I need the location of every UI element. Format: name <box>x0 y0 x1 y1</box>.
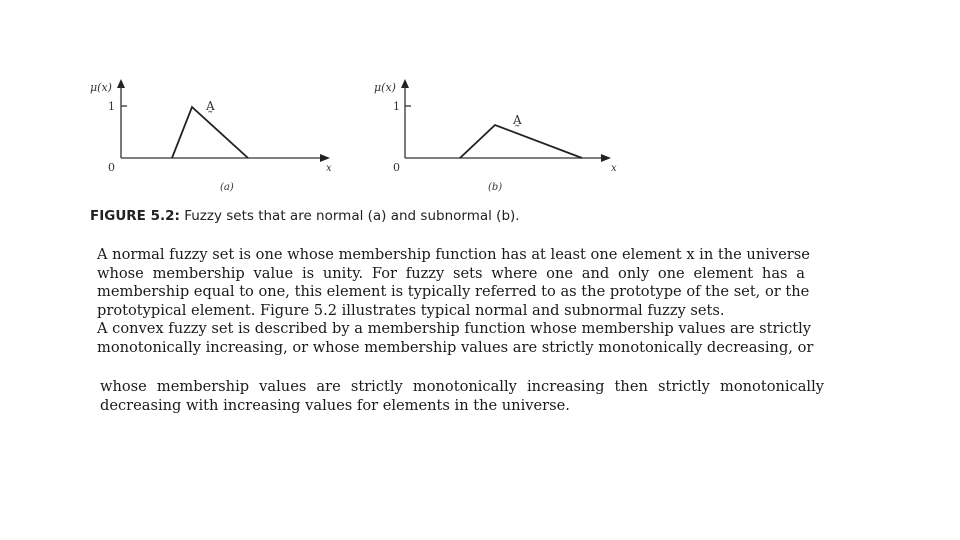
figure-caption <box>90 208 520 224</box>
panel-a-x-arrowhead <box>320 154 330 162</box>
panel-b-y-tick-one: 1 <box>393 100 400 113</box>
paragraph-line: membership equal to one, this element is typically referred to as the prototype of the set, or the <box>97 283 810 301</box>
figure-caption-label: FIGURE 5.2: <box>90 208 180 224</box>
panel-b-set-label: A̰ <box>513 113 522 127</box>
paragraph-convex-continued <box>100 378 824 415</box>
panel-a-y-tick-one: 1 <box>108 100 115 113</box>
paragraph-line: A convex fuzzy set is described by a membership function whose membership values are strictly <box>97 320 812 338</box>
paragraph-line: A normal fuzzy set is one whose membership function has at least one element x in the universe <box>97 246 810 263</box>
figure-fuzzy-sets <box>80 50 640 210</box>
panel-b-x-arrowhead <box>601 154 611 162</box>
paragraph-line: whose membership value is unity. For fuzzy sets where one and only one element has a <box>97 264 805 282</box>
panel-b-y-axis-label: μ(x) <box>374 81 396 94</box>
paragraph-line: prototypical element. Figure 5.2 illustrates typical normal and subnormal fuzzy sets. <box>97 301 725 319</box>
panel-a-origin-label: 0 <box>108 161 115 174</box>
panel-a-x-axis-label: x <box>326 163 332 174</box>
paragraph-line: whose membership values are strictly monotonically increasing then strictly monotonically <box>100 378 824 395</box>
panel-b-membership-curve <box>460 125 582 158</box>
panel-b-x-axis-label: x <box>611 163 617 174</box>
panel-b-origin-label: 0 <box>393 161 400 174</box>
figure-caption-text: Fuzzy sets that are normal (a) and subnormal (b). <box>184 208 520 224</box>
panel-b <box>374 79 617 193</box>
panel-a-panel-label: (a) <box>220 182 234 193</box>
paragraph-line: monotonically increasing, or whose membership values are strictly monotonically decreasing, or <box>97 338 814 356</box>
panel-b-panel-label: (b) <box>488 182 503 193</box>
panel-a-set-label: A̰ <box>206 99 215 113</box>
panel-a-membership-curve <box>172 107 248 158</box>
panel-a <box>90 79 332 193</box>
panel-a-y-axis-label: μ(x) <box>90 81 112 94</box>
paragraph-normal-convex <box>97 246 814 358</box>
paragraph-line: decreasing with increasing values for elements in the universe. <box>100 396 570 414</box>
